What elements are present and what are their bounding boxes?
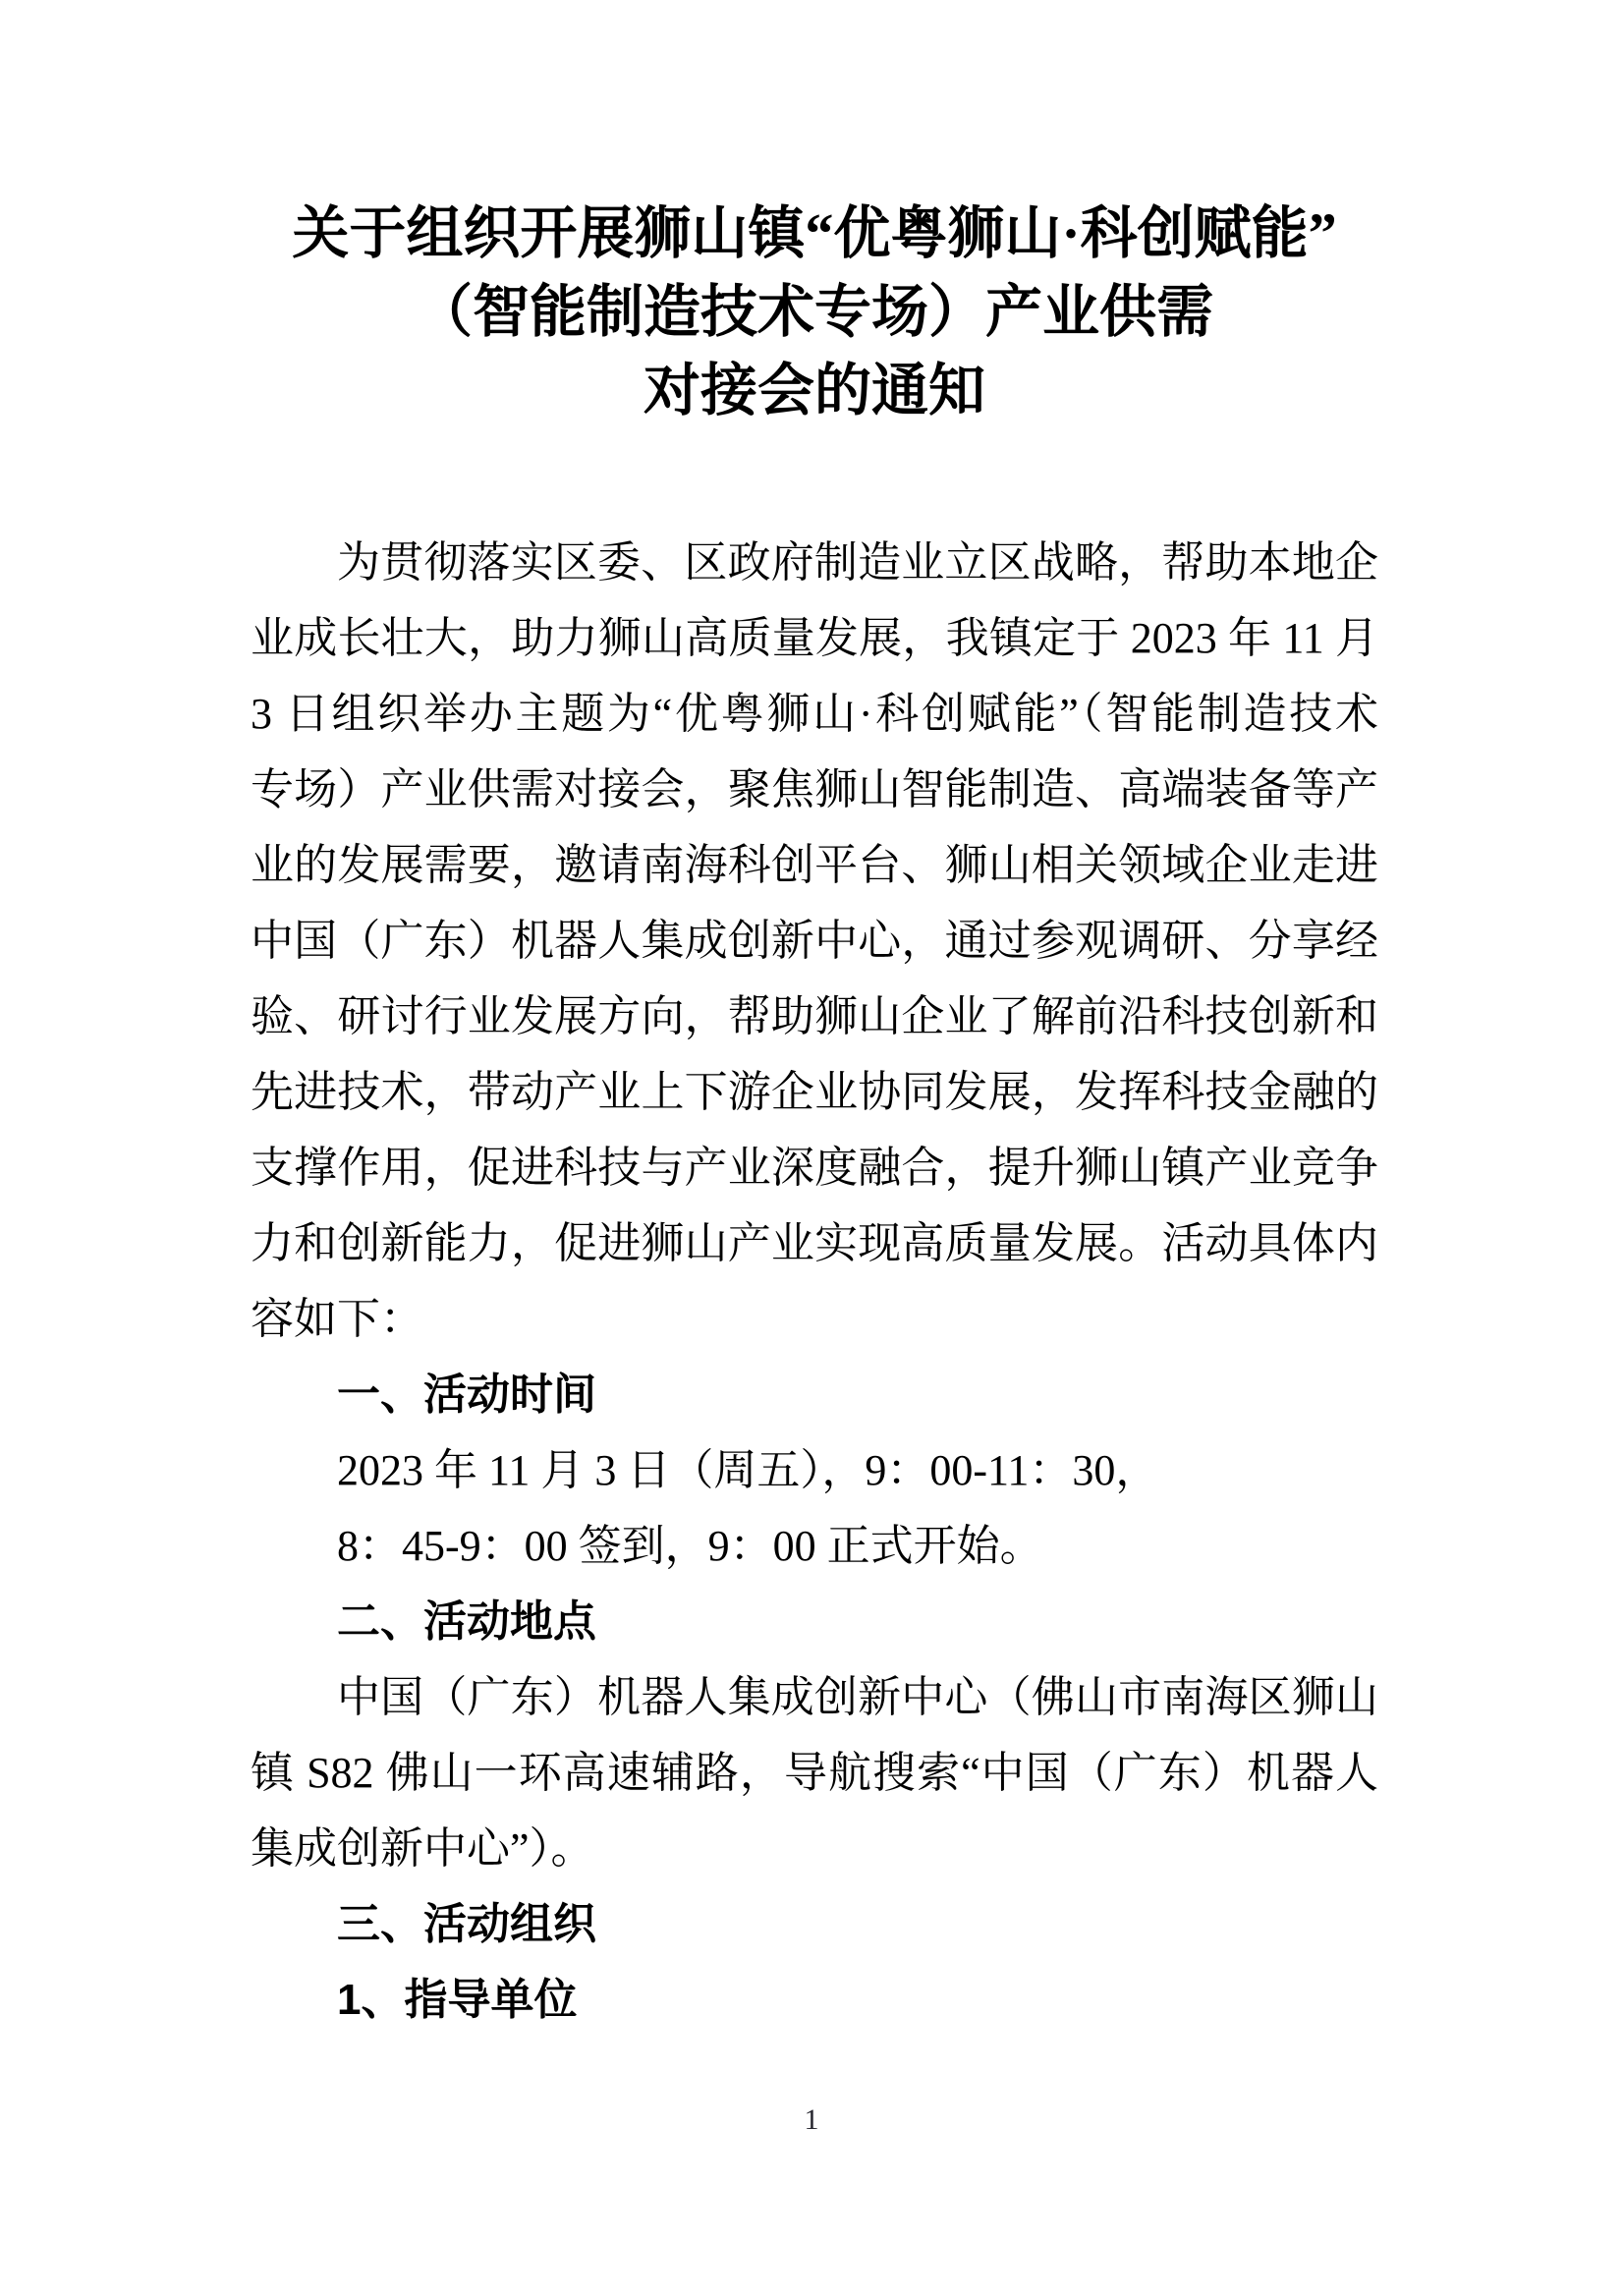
text-line: 业成长壮大，助力狮山高质量发展，我镇定于 2023 年 11 月 [251, 614, 1378, 662]
text-line: 为贯彻落实区委、区政府制造业立区战略，帮助本地企 [337, 538, 1378, 587]
heading-line: 1、指导单位 [337, 1976, 578, 2024]
page-number: 1 [804, 2103, 819, 2136]
heading-line: 一、活动时间 [337, 1371, 596, 1419]
section-heading [251, 1357, 1378, 1432]
text-line: 中国（广东）机器人集成创新中心（佛山市南海区狮山 [337, 1673, 1378, 1721]
text-line: 验、研讨行业发展方向，帮助狮山企业了解前沿科技创新和 [251, 992, 1378, 1040]
text-line: 专场）产业供需对接会，聚焦狮山智能制造、高端装备等产 [251, 765, 1378, 813]
text-line: 中国（广东）机器人集成创新中心，通过参观调研、分享经 [251, 917, 1378, 965]
text-line: 3 日组织举办主题为“优粤狮山·科创赋能”（智能制造技术 [251, 690, 1378, 738]
section-heading [251, 1584, 1378, 1659]
text-line: 集成创新中心”）。 [251, 1824, 594, 1873]
document-content [251, 0, 1378, 2038]
title-line: 对接会的通知 [643, 359, 985, 422]
section-heading [251, 1886, 1378, 1962]
body-paragraph [251, 1432, 1378, 1508]
heading-line: 三、活动组织 [337, 1900, 596, 1948]
document-title [251, 195, 1378, 430]
title-line: 关于组织开展狮山镇“优粤狮山·科创赋能” [292, 201, 1337, 265]
title-line: （智能制造技术专场）产业供需 [415, 280, 1213, 344]
document-blocks [251, 525, 1378, 2038]
text-line: 力和创新能力，促进狮山产业实现高质量发展。活动具体内 [251, 1219, 1378, 1267]
text-line: 8：45-9：00 签到，9：00 正式开始。 [337, 1522, 1043, 1570]
text-line: 先进技术，带动产业上下游企业协同发展，发挥科技金融的 [251, 1068, 1378, 1116]
heading-line: 二、活动地点 [337, 1597, 596, 1646]
text-line: 容如下： [251, 1295, 423, 1343]
section-heading [251, 1962, 1378, 2038]
text-line: 2023 年 11 月 3 日（周五），9：00-11：30， [337, 1446, 1159, 1494]
text-line: 业的发展需要，邀请南海科创平台、狮山相关领域企业走进 [251, 841, 1378, 889]
text-line: 支撑作用，促进科技与产业深度融合，提升狮山镇产业竞争 [251, 1144, 1378, 1192]
text-line: 镇 S82 佛山一环高速辅路，导航搜索“中国（广东）机器人 [251, 1749, 1378, 1797]
body-paragraph [251, 1508, 1378, 1584]
body-paragraph [251, 525, 1378, 1357]
body-paragraph [251, 1659, 1378, 1886]
